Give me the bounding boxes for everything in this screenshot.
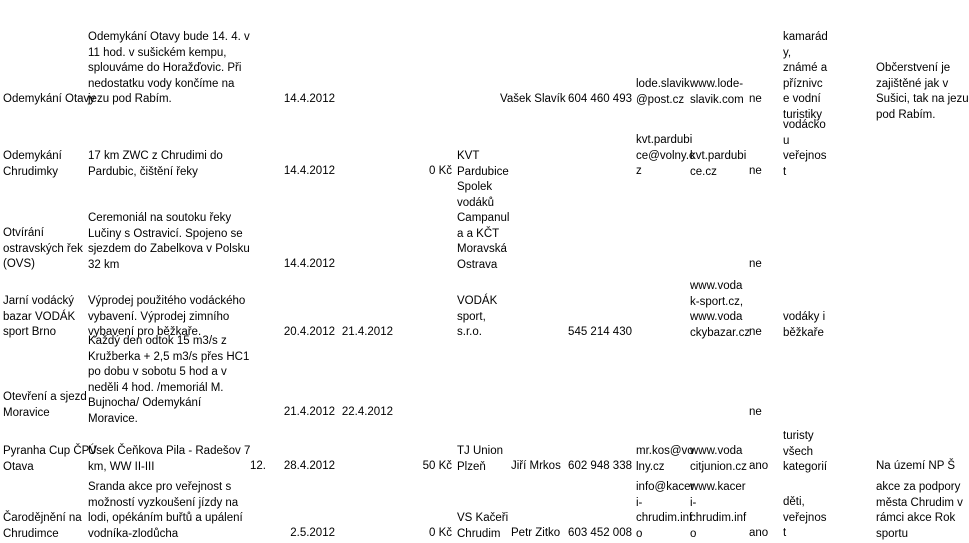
flag-value: ne [749, 406, 762, 418]
web-line: www.lode- [690, 78, 744, 90]
date-from-cell[interactable] [275, 92, 335, 108]
description-line: možností vyzkoušení jízdy na [88, 496, 239, 509]
description-cell[interactable] [88, 480, 268, 542]
web-cell[interactable] [690, 480, 748, 542]
phone: 604 460 493 [568, 93, 632, 105]
description-line: Ceremoniál na soutoku řeky [88, 212, 232, 224]
description-line: 17 km ZWC z Chrudimi do [88, 150, 223, 162]
email-cell[interactable] [636, 444, 694, 475]
target-line: známé a [783, 62, 828, 74]
flag-cell[interactable] [749, 257, 779, 273]
organizer-line: TJ Union [457, 445, 504, 457]
target-line: kategorií [783, 461, 828, 473]
organizer-line: VODÁK [457, 295, 498, 307]
date-from: 14.4.2012 [283, 258, 335, 270]
flag-value: ne [749, 258, 762, 270]
date-from: 14.4.2012 [283, 165, 335, 177]
event-name-line: Moravice [3, 406, 50, 419]
email-cell[interactable] [636, 77, 688, 108]
note-line: zajištěné jak v [876, 77, 949, 90]
web-line: www.voda [690, 280, 743, 292]
description-cell[interactable] [88, 30, 268, 108]
organizer-line: a a KČT [457, 227, 500, 240]
organizer-line: vodáků [457, 196, 495, 209]
contact-person-cell[interactable] [511, 526, 571, 542]
target-line: kamarád [783, 31, 828, 43]
target-line: u [783, 134, 790, 147]
web-cell[interactable] [690, 279, 751, 341]
event-name-line: Čarodějnění na [3, 512, 82, 524]
date-from-cell[interactable] [275, 405, 335, 421]
contact-person: Vašek Slavík [500, 93, 566, 105]
description-line: Výprodej použitého vodáckého [88, 295, 246, 307]
description-line: Každý den odtok 15 m3/s z [88, 335, 227, 347]
target-line: t [783, 527, 787, 539]
web-line: slavik.com [690, 93, 744, 106]
organizer-cell[interactable] [457, 180, 521, 273]
date-to: 22.4.2012 [341, 406, 393, 418]
email-line: @post.cz [636, 93, 685, 106]
description-line: 11 hod. v sušickém kempu, [88, 46, 227, 59]
target-line: běžkaře [783, 326, 824, 339]
organizer-line: Chrudim [457, 527, 501, 540]
target-group-cell[interactable] [783, 118, 825, 180]
price: 50 Kč [422, 460, 452, 472]
web-cell[interactable] [690, 444, 752, 475]
web-cell[interactable] [690, 149, 748, 180]
note-cell[interactable] [876, 61, 969, 123]
price-cell[interactable] [400, 459, 452, 475]
description-line: vybavení pro běžkaře. [88, 326, 202, 338]
flag-value: ano [749, 527, 769, 539]
phone: 602 948 338 [568, 460, 632, 472]
phone: 603 452 008 [568, 527, 632, 539]
target-line: turisty [783, 430, 814, 442]
target-group-cell[interactable] [783, 310, 873, 341]
description-line: sjezdem do Zabelkova v Polsku [88, 243, 250, 255]
description-line: Pardubic, čištění řeky [88, 165, 198, 178]
date-from-cell[interactable] [275, 526, 335, 542]
contact-person: Petr Zitko [511, 527, 561, 539]
organizer-line: Spolek [457, 181, 493, 193]
note-line: sportu [876, 527, 908, 540]
date-from: 21.4.2012 [283, 406, 335, 418]
email-line: i- [636, 496, 643, 509]
event-name-cell[interactable] [3, 92, 96, 108]
price-cell[interactable] [400, 164, 452, 180]
flag-value: ne [749, 165, 762, 177]
description-line: 32 km [88, 258, 120, 271]
description-line: vodníka-zlodůcha [88, 527, 179, 540]
flag-cell[interactable] [749, 92, 779, 108]
description-line: Kružberka + 2,5 m3/s přes HC1 [88, 350, 250, 363]
date-from-cell[interactable] [275, 257, 335, 273]
phone-cell[interactable] [568, 325, 632, 341]
note-line: Na území NP Š [876, 460, 956, 472]
target-line: vodácko [783, 119, 826, 131]
email-line: ce@volny.c [636, 149, 695, 162]
date-from: 28.4.2012 [283, 460, 335, 472]
note-line: akce za podpory [876, 481, 961, 493]
flag-cell[interactable] [749, 526, 779, 542]
description-line: splouváme do Horažďovic. Při [88, 62, 242, 74]
event-name-cell[interactable] [3, 294, 85, 341]
organizer-line: Ostrava [457, 258, 498, 271]
web-line: www.voda [690, 445, 743, 457]
target-line: vodáky i [783, 311, 826, 323]
event-name-line: Chrudimky [3, 165, 58, 178]
web-line: chrudim.inf [690, 512, 747, 524]
target-line: všech [783, 445, 814, 458]
event-name-line: Otvírání [3, 227, 44, 239]
date-to: 21.4.2012 [341, 326, 393, 338]
email-line: mr.kos@vo [636, 445, 694, 457]
price: 0 Kč [428, 165, 452, 177]
email-line: lode.slavik [636, 78, 690, 90]
target-line: turistiky [783, 108, 822, 121]
description-line: km, WW II-III [88, 460, 155, 473]
event-name-line: Odemykání Otavy [3, 93, 96, 105]
note-line: Občerstvení je [876, 62, 951, 74]
description-cell[interactable] [88, 211, 268, 273]
flag-value: ano [749, 460, 769, 472]
email-cell[interactable] [636, 480, 695, 542]
event-name-line: Jarní vodácký [3, 295, 74, 307]
description-cell[interactable] [88, 149, 268, 180]
event-name-cell[interactable] [3, 149, 85, 180]
date-from: 2.5.2012 [290, 527, 335, 539]
organizer-line: Pardubice [457, 165, 509, 178]
event-name-line: Otava [3, 460, 34, 473]
target-group-cell[interactable] [783, 495, 873, 542]
flag-value: ne [749, 93, 762, 105]
price-cell[interactable] [400, 526, 452, 542]
organizer-line: VS Kačeři [457, 512, 509, 524]
event-name-line: Chrudimce [3, 527, 59, 540]
organizer-line: Moravská [457, 243, 507, 255]
flag-cell[interactable] [749, 459, 779, 475]
phone-cell[interactable] [568, 92, 632, 108]
description-line: lodi, opékáním buřtů a upálení [88, 512, 243, 524]
target-line: děti, [783, 496, 805, 508]
web-line: i- [690, 496, 697, 509]
description-line: po dobu v sobotu 5 hod a v [88, 366, 227, 378]
target-line: t [783, 165, 787, 178]
note-line: města Chrudim v [876, 496, 963, 509]
description-line: Úsek Čeňkova Pila - Radešov 7 [88, 445, 251, 457]
web-line: o [690, 527, 697, 540]
date-from: 20.4.2012 [283, 326, 335, 338]
organizer-line: sport, [457, 310, 486, 323]
description-line: vybavení. Výprodej zimního [88, 310, 230, 323]
event-name-line: sport Brno [3, 326, 57, 338]
event-name-line: (OVS) [3, 258, 35, 270]
event-name-line: Otevření a sjezd [3, 391, 87, 403]
date-from: 14.4.2012 [283, 93, 335, 105]
description-line: jezu pod Rabím. [88, 93, 172, 105]
flag-value: ne [749, 326, 762, 338]
date-from-cell[interactable] [275, 325, 335, 341]
web-line: www.voda [690, 311, 743, 323]
phone-cell[interactable] [568, 459, 632, 475]
organizer-cell[interactable] [457, 149, 521, 180]
flag-cell[interactable] [749, 325, 779, 341]
note-line: rámci akce Rok [876, 512, 956, 524]
event-name-cell[interactable] [3, 390, 85, 421]
organizer-line: Plzeň [457, 460, 486, 473]
date-to-cell[interactable] [336, 325, 393, 341]
organizer-line: s.r.o. [457, 326, 482, 338]
email-cell[interactable] [636, 133, 695, 180]
note-cell[interactable] [876, 480, 963, 542]
target-line: veřejnos [783, 150, 827, 162]
flag-cell[interactable] [749, 405, 779, 421]
flag-cell[interactable] [749, 164, 779, 180]
description-line: nedostatku vody končíme na [88, 77, 235, 90]
event-name-cell[interactable] [3, 511, 85, 542]
description-line: Moravice. [88, 412, 138, 425]
description-line: Odemykání Otavy bude 14. 4. v [88, 31, 250, 43]
number-cell[interactable] [240, 459, 266, 475]
organizer-line: KVT [457, 150, 480, 162]
web-cell[interactable] [690, 77, 748, 108]
note-cell[interactable] [876, 459, 960, 475]
target-line: e vodní [783, 93, 821, 105]
event-name-cell[interactable] [3, 444, 97, 475]
description-cell[interactable] [88, 334, 268, 427]
description-cell[interactable] [88, 444, 258, 475]
target-line: příznivc [783, 77, 823, 90]
target-line: veřejnos [783, 511, 827, 524]
number-value: 12. [250, 460, 266, 472]
phone: 545 214 430 [568, 326, 632, 338]
web-line: k-sport.cz, [690, 295, 744, 308]
event-name-line: bazar VODÁK [3, 310, 76, 323]
email-line: chrudim.inf [636, 512, 693, 524]
note-line: pod Rabím. [876, 108, 936, 121]
date-from-cell[interactable] [275, 164, 335, 180]
description-line: Lučiny s Ostravicí. Spojeno se [88, 227, 243, 240]
target-group-cell[interactable] [783, 429, 873, 476]
event-name-line: Odemykání [3, 150, 62, 162]
date-from-cell[interactable] [275, 459, 335, 475]
web-line: kvt.pardubi [690, 150, 747, 162]
note-line: Sušici, tak na jezu [876, 93, 969, 105]
web-line: citjunion.cz [690, 460, 747, 473]
web-line: ckybazar.cz [690, 326, 751, 339]
contact-person: Jiří Mrkos [511, 460, 561, 472]
target-group-cell[interactable] [783, 30, 828, 123]
web-line: ce.cz [690, 165, 717, 178]
email-line: lny.cz [636, 460, 665, 473]
contact-person-cell[interactable] [511, 459, 571, 475]
description-line: Bujnocha/ Odemykání [88, 397, 202, 409]
event-name-cell[interactable] [3, 226, 85, 273]
price: 0 Kč [428, 527, 452, 539]
event-name-line: ostravských řek [3, 242, 83, 255]
email-line: info@kacer [636, 481, 695, 493]
description-line: neděli 4 hod. /memoriál M. [88, 381, 224, 394]
date-to-cell[interactable] [336, 405, 393, 421]
event-name-line: Pyranha Cup ČPV [3, 445, 97, 457]
email-line: z [636, 165, 642, 177]
phone-cell[interactable] [568, 526, 632, 542]
description-line: Sranda akce pro veřejnost s [88, 481, 232, 493]
web-line: www.kacer [690, 481, 746, 493]
organizer-line: Campanul [457, 212, 510, 224]
email-line: o [636, 527, 643, 540]
organizer-cell[interactable] [457, 294, 521, 341]
target-line: y, [783, 46, 792, 59]
email-line: kvt.pardubi [636, 134, 693, 146]
